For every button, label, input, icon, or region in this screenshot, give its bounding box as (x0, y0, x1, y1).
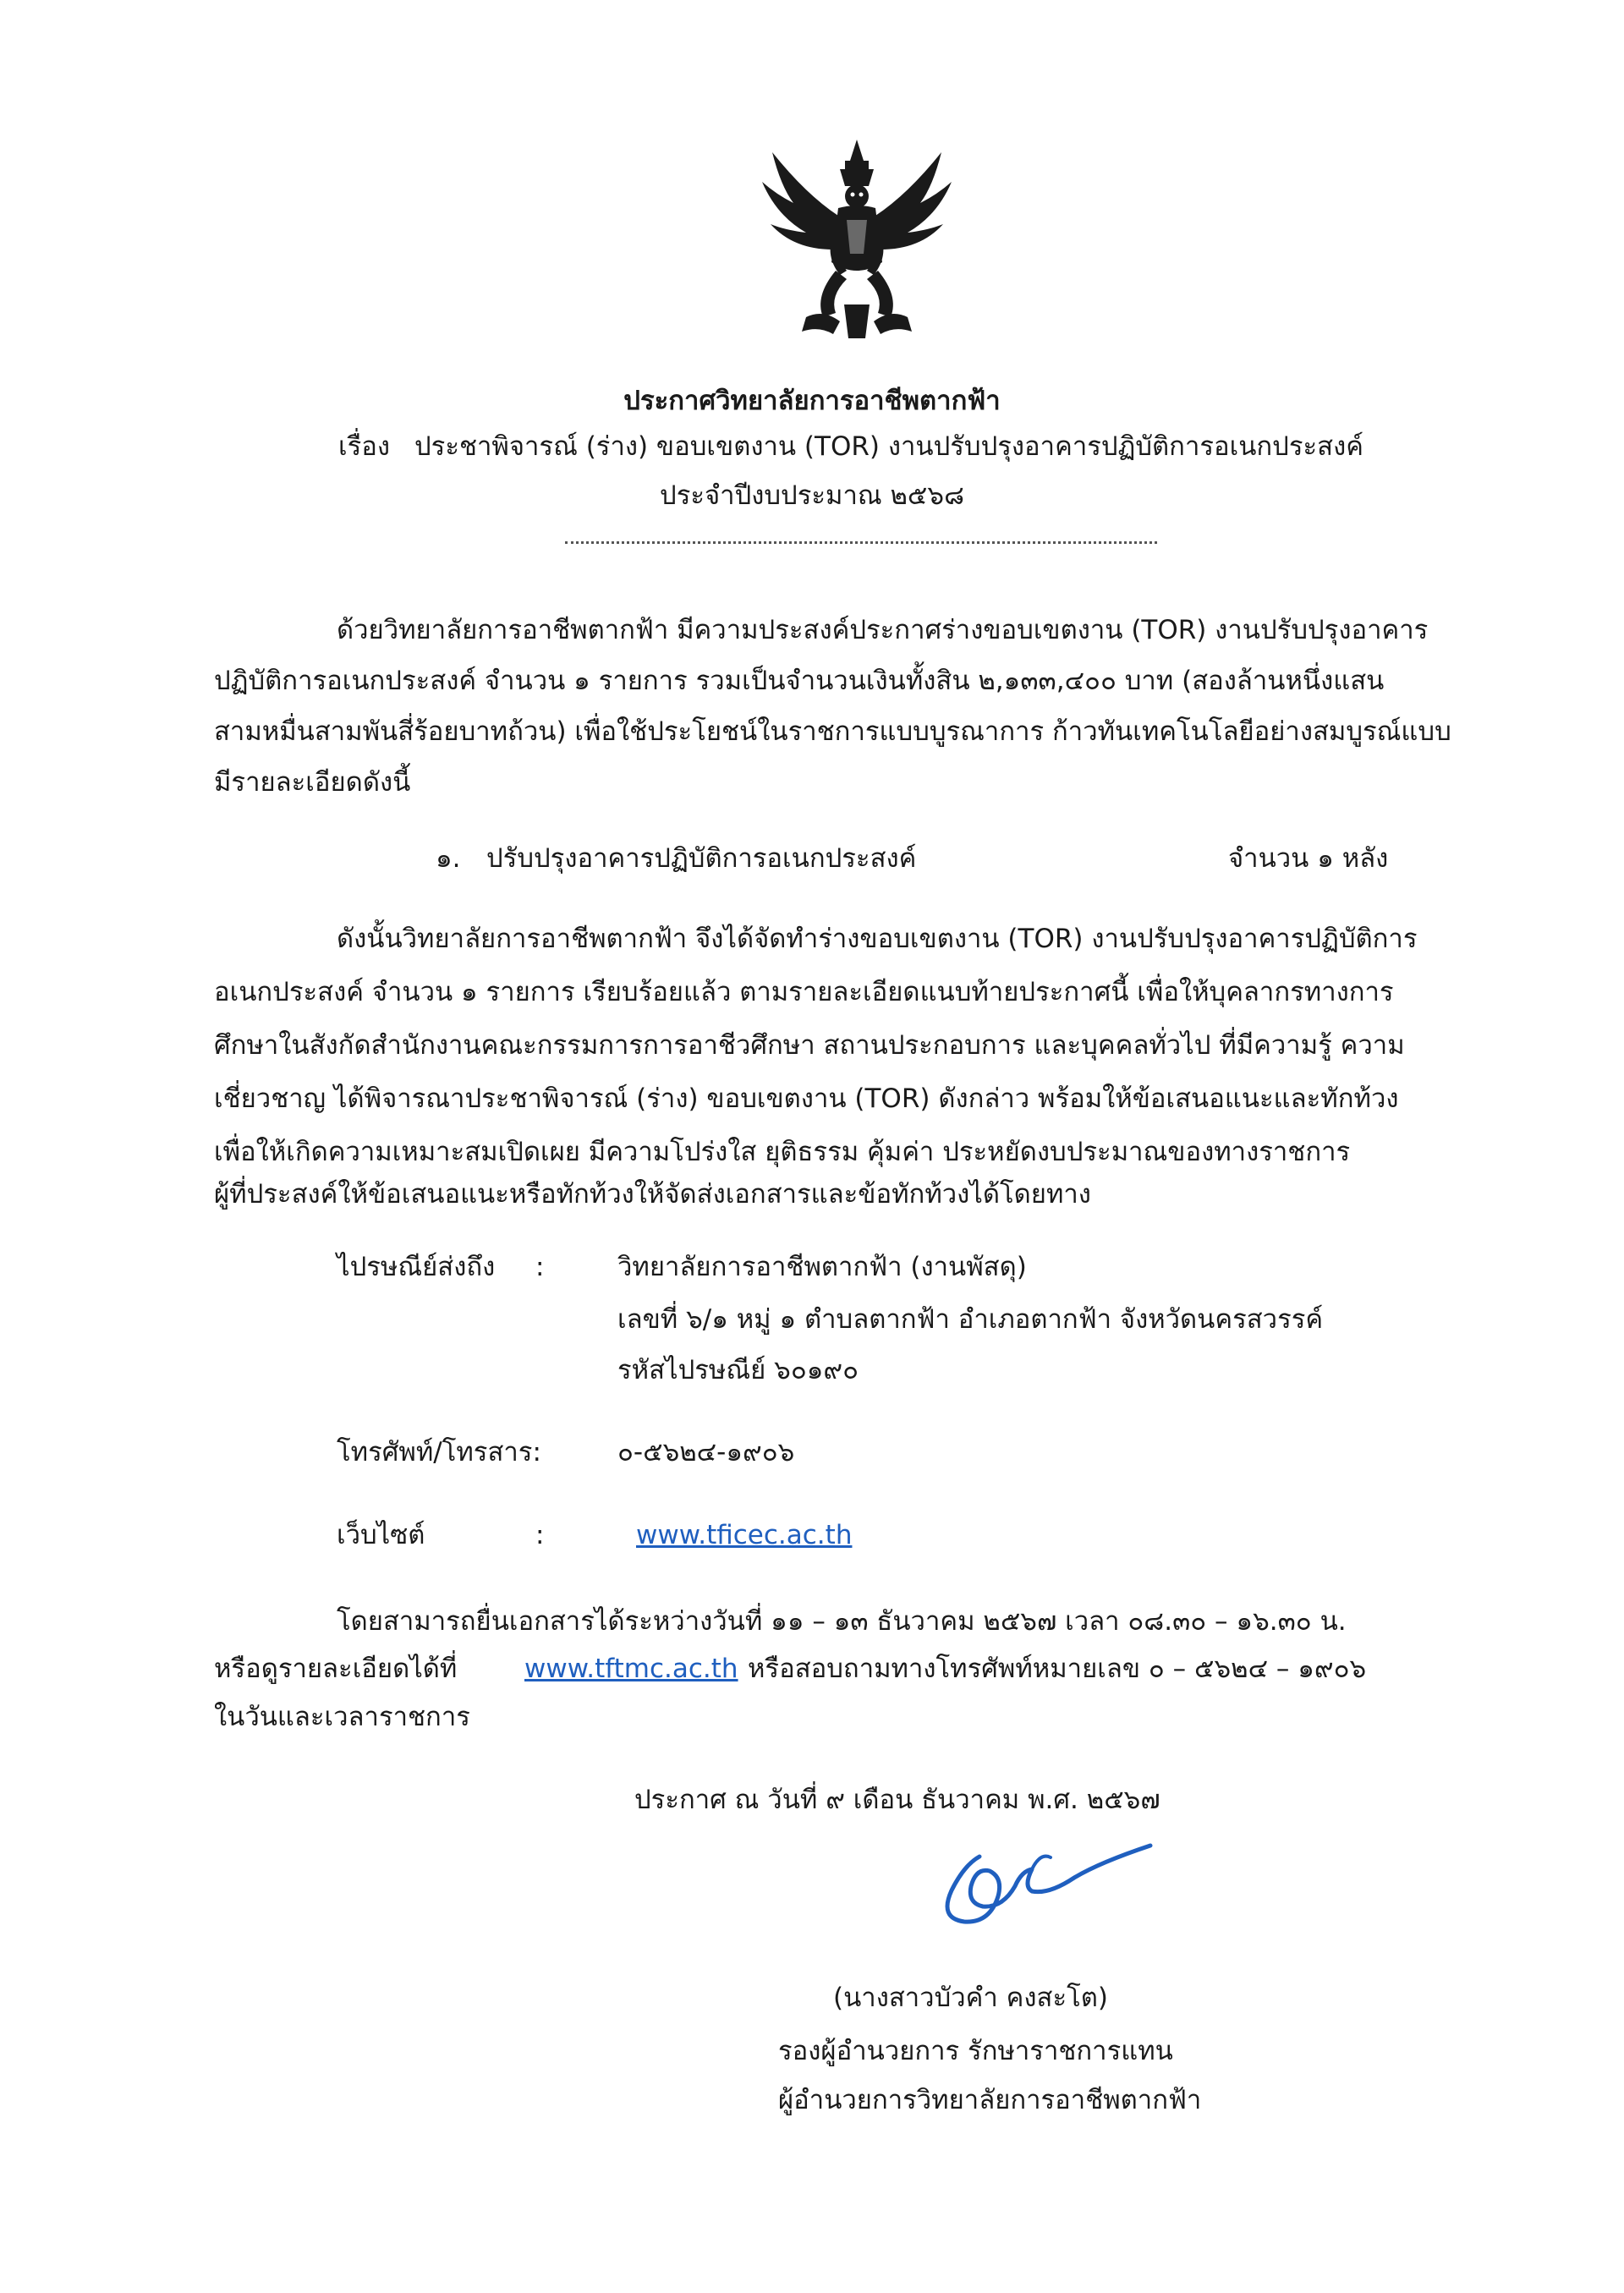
announcement-date: ประกาศ ณ วันที่ ๙ เดือน ธันวาคม พ.ศ. ๒๕๖๗ (634, 1785, 1160, 1815)
item-quantity: จำนวน ๑ หลัง (1228, 843, 1389, 874)
postal-code: รหัสไปรษณีย์ ๖๐๑๙๐ (617, 1355, 859, 1385)
website-label: เว็บไซต์ (337, 1520, 425, 1550)
body-line-5: เพื่อให้เกิดความเหมาะสมเปิดเผย มีความโปร่งใส ยุติธรรม คุ้มค่า ประหยัดงบประมาณของทางราชการ (214, 1137, 1351, 1167)
signatory-position-1: รองผู้อำนวยการ รักษาราชการแทน (778, 2036, 1173, 2066)
signatory-name: (นางสาวบัวคำ คงสะโต) (833, 1983, 1108, 2013)
item-name: ปรับปรุงอาคารปฏิบัติการอเนกประสงค์ (486, 843, 917, 874)
dotted-divider (565, 541, 1157, 544)
intro-line-2: ปฏิบัติการอเนกประสงค์ จำนวน ๑ รายการ รวมเป็นจำนวนเงินทั้งสิน ๒,๑๓๓,๔๐๐ บาท (สองล้านหนึ่งแสน (214, 666, 1385, 696)
closing-line-3: ในวันและเวลาราชการ (214, 1702, 470, 1732)
handwritten-signature-icon (905, 1818, 1159, 1945)
body-line-6: ผู้ที่ประสงค์ให้ข้อเสนอแนะหรือทักท้วงให้จัดส่งเอกสารและข้อทักท้วงได้โดยทาง (214, 1179, 1091, 1210)
signatory-position-2: ผู้อำนวยการวิทยาลัยการอาชีพตากฟ้า (778, 2085, 1202, 2115)
details-website-link[interactable]: www.tftmc.ac.th (524, 1654, 738, 1684)
subject-text: ประชาพิจารณ์ (ร่าง) ขอบเขตงาน (TOR) งานปรับปรุงอาคารปฏิบัติการอเนกประสงค์ (414, 431, 1363, 462)
subject-prefix: เรื่อง (338, 431, 391, 462)
post-colon: : (535, 1252, 545, 1282)
body-line-1: ดังนั้นวิทยาลัยการอาชีพตากฟ้า จึงได้จัดทำร่างขอบเขตงาน (TOR) งานปรับปรุงอาคารปฏิบัติการ (337, 924, 1418, 954)
closing-line-2-prefix: หรือดูรายละเอียดได้ที่ (214, 1654, 458, 1684)
body-line-4: เชี่ยวชาญ ได้พิจารณาประชาพิจารณ์ (ร่าง) ขอบเขตงาน (TOR) ดังกล่าว พร้อมให้ข้อเสนอแนะและทักท้วง (214, 1083, 1399, 1114)
intro-line-4: มีรายละเอียดดังนี้ (214, 767, 411, 798)
announcement-title: ประกาศวิทยาลัยการอาชีพตากฟ้า (623, 386, 1001, 416)
closing-line-2-suffix: หรือสอบถามทางโทรศัพท์หมายเลข ๐ – ๕๖๒๔ – ๑๙๐๖ (748, 1654, 1367, 1684)
fiscal-year: ประจำปีงบประมาณ ๒๕๖๘ (660, 480, 964, 511)
garuda-emblem-icon (755, 135, 958, 347)
intro-line-1: ด้วยวิทยาลัยการอาชีพตากฟ้า มีความประสงค์ประกาศร่างขอบเขตงาน (TOR) งานปรับปรุงอาคาร (337, 615, 1429, 645)
phone-value: ๐-๕๖๒๔-๑๙๐๖ (617, 1437, 795, 1467)
body-line-2: อเนกประสงค์ จำนวน ๑ รายการ เรียบร้อยแล้ว ตามรายละเอียดแนบท้ายประกาศนี้ เพื่อให้บุคลากรทางการ (214, 977, 1394, 1007)
post-address-line-2: เลขที่ ๖/๑ หมู่ ๑ ตำบลตากฟ้า อำเภอตากฟ้า จังหวัดนครสวรรค์ (617, 1304, 1324, 1335)
body-line-3: ศึกษาในสังกัดสำนักงานคณะกรรมการการอาชีวศึกษา สถานประกอบการ และบุคคลทั่วไป ที่มีความรู้ ความ (214, 1030, 1405, 1061)
post-label: ไปรษณีย์ส่งถึง (337, 1252, 496, 1282)
closing-line-1: โดยสามารถยื่นเอกสารได้ระหว่างวันที่ ๑๑ – ๑๓ ธันวาคม ๒๕๖๗ เวลา ๐๘.๓๐ – ๑๖.๓๐ น. (337, 1606, 1347, 1637)
phone-label: โทรศัพท์/โทรสาร: (337, 1437, 541, 1467)
website-colon: : (535, 1520, 545, 1550)
item-number: ๑. (436, 843, 461, 874)
website-link[interactable]: www.tficec.ac.th (636, 1520, 853, 1550)
intro-line-3: สามหมื่นสามพันสี่ร้อยบาทถ้วน) เพื่อใช้ประโยชน์ในราชการแบบบูรณาการ ก้าวทันเทคโนโลยีอย่างสมบูรณ์แบบ (214, 716, 1451, 747)
post-address-line-1: วิทยาลัยการอาชีพตากฟ้า (งานพัสดุ) (617, 1252, 1027, 1282)
